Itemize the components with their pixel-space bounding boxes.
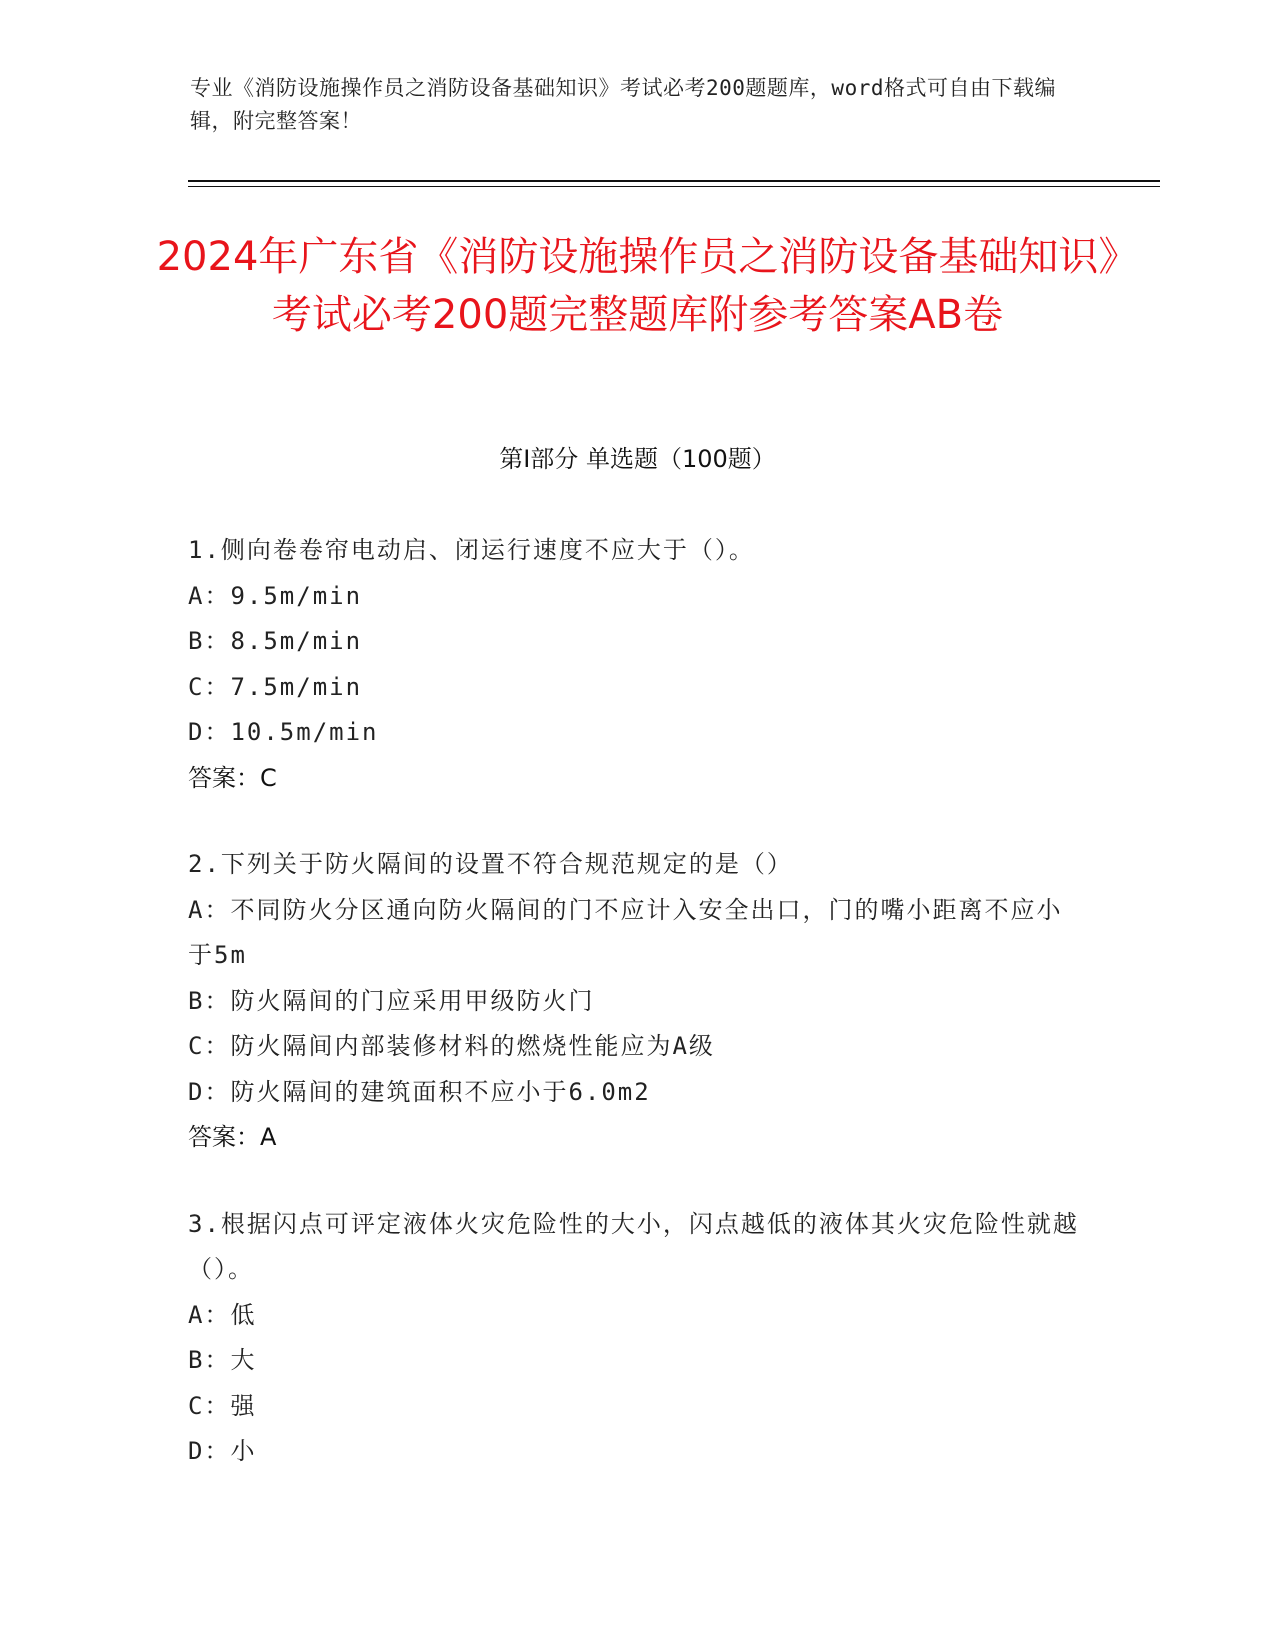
question-1: [188, 528, 1088, 801]
option-a: A：不同防火分区通向防火隔间的门不应计入安全出口，门的嘴小距离不应小于5m: [188, 895, 1063, 969]
question-stem: 1.侧向卷卷帘电动启、闭运行速度不应大于（）。: [188, 536, 755, 564]
option-b: B：8.5m/min: [188, 627, 363, 655]
option-d: D：10.5m/min: [188, 718, 379, 746]
option-d: D：防火隔间的建筑面积不应小于6.0m2: [188, 1077, 651, 1106]
question-list: [188, 528, 1088, 1516]
option-c: C：强: [188, 1391, 257, 1420]
option-b: B：大: [188, 1346, 257, 1374]
option-b: B：防火隔间的门应采用甲级防火门: [188, 986, 595, 1015]
option-c: C：防火隔间内部装修材料的燃烧性能应为A级: [188, 1032, 715, 1060]
question-stem: 3.根据闪点可评定液体火灾危险性的大小，闪点越低的液体其火灾危险性就越（）。: [188, 1209, 1079, 1283]
question-2: [188, 842, 1088, 1161]
document-title: 2024年广东省《消防设施操作员之消防设备基础知识》考试必考200题完整题库附参考答案AB卷: [156, 234, 1119, 338]
header-divider-thin: [188, 186, 1160, 187]
option-a: A：低: [188, 1300, 257, 1329]
option-d: D：小: [188, 1437, 257, 1465]
header-note: 专业《消防设施操作员之消防设备基础知识》考试必考200题题库，word格式可自由下载编辑，附完整答案！: [190, 76, 1056, 133]
question-3: [188, 1202, 1088, 1475]
section-title: 第I部分 单选题（100题）: [499, 445, 776, 473]
answer: 答案：C: [188, 763, 277, 792]
header-divider-thick: [188, 180, 1160, 182]
option-a: A：9.5m/min: [188, 581, 363, 610]
question-stem: 2.下列关于防火隔间的设置不符合规范规定的是（）: [188, 850, 793, 878]
option-c: C：7.5m/min: [188, 672, 363, 701]
answer: 答案：A: [188, 1123, 277, 1151]
